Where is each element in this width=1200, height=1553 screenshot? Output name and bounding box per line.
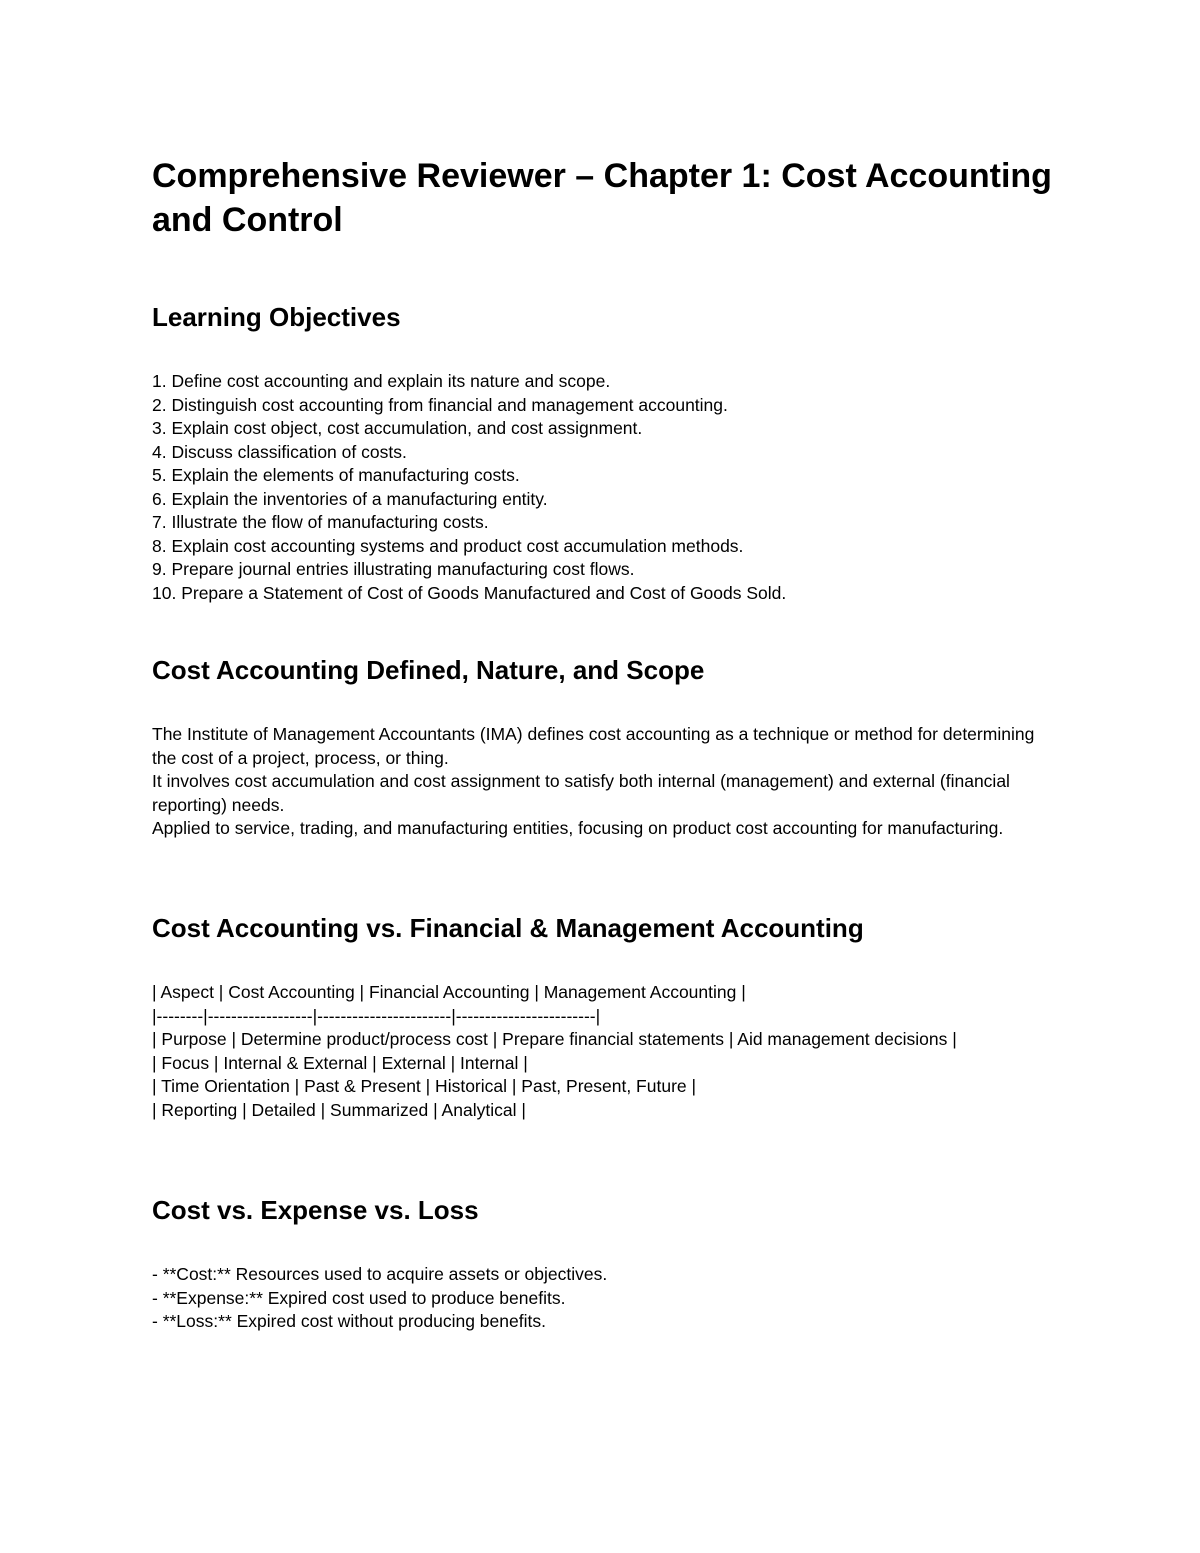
- table-row: | Time Orientation | Past & Present | Historical | Past, Present, Future |: [152, 1076, 697, 1096]
- section-heading-learning-objectives: Learning Objectives: [152, 302, 401, 332]
- list-item: - **Cost:** Resources used to acquire assets or objectives.: [152, 1264, 608, 1284]
- list-item: 3. Explain cost object, cost accumulation, and cost assignment.: [152, 418, 643, 438]
- table-row: | Purpose | Determine product/process cost | Prepare financial statements | Aid management decisions |: [152, 1029, 957, 1049]
- list-item: 5. Explain the elements of manufacturing costs.: [152, 465, 520, 485]
- comparison-table-text: [152, 981, 1057, 1122]
- list-item: 9. Prepare journal entries illustrating manufacturing cost flows.: [152, 559, 635, 579]
- list-item: 4. Discuss classification of costs.: [152, 441, 407, 462]
- list-item: - **Loss:** Expired cost without producing benefits.: [152, 1311, 546, 1331]
- list-item: - **Expense:** Expired cost used to produce benefits.: [152, 1287, 566, 1308]
- paragraph: It involves cost accumulation and cost assignment to satisfy both internal (management) and external (financial reporting) needs.: [152, 771, 1010, 815]
- document-title: Comprehensive Reviewer – Chapter 1: Cost Accounting and Control: [152, 157, 1052, 239]
- table-row: | Aspect | Cost Accounting | Financial Accounting | Management Accounting |: [152, 982, 746, 1002]
- table-row: | Reporting | Detailed | Summarized | Analytical |: [152, 1099, 526, 1120]
- list-item: 2. Distinguish cost accounting from financial and management accounting.: [152, 394, 728, 415]
- table-row: | Focus | Internal & External | External | Internal |: [152, 1052, 528, 1073]
- cost-expense-loss-list: [152, 1263, 1057, 1334]
- table-row: |--------|------------------|-----------------------|------------------------|: [152, 1005, 601, 1026]
- list-item: 10. Prepare a Statement of Cost of Goods Manufactured and Cost of Goods Sold.: [152, 582, 787, 603]
- paragraph: Applied to service, trading, and manufacturing entities, focusing on product cost accounting for manufacturing.: [152, 818, 1004, 838]
- list-item: 6. Explain the inventories of a manufacturing entity.: [152, 488, 548, 509]
- section-heading-cost-expense-loss: Cost vs. Expense vs. Loss: [152, 1195, 479, 1225]
- list-item: 8. Explain cost accounting systems and product cost accumulation methods.: [152, 535, 744, 556]
- section-heading-cost-vs-financial-management: Cost Accounting vs. Financial & Management Accounting: [152, 913, 864, 943]
- learning-objectives-list: [152, 370, 1057, 605]
- section-heading-cost-accounting-defined: Cost Accounting Defined, Nature, and Scope: [152, 655, 705, 685]
- cost-accounting-defined-body: [152, 723, 1057, 841]
- paragraph: The Institute of Management Accountants (IMA) defines cost accounting as a technique or method for determining the cost of a project, process, or thing.: [152, 724, 1035, 768]
- list-item: 1. Define cost accounting and explain its nature and scope.: [152, 371, 611, 391]
- list-item: 7. Illustrate the flow of manufacturing costs.: [152, 512, 489, 532]
